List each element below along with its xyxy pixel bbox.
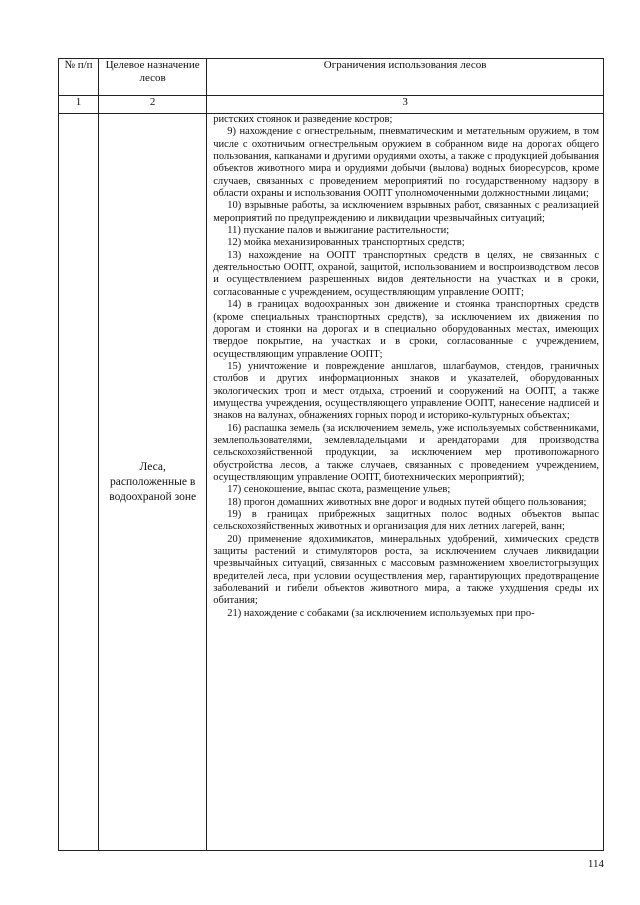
restriction-item: 10) взрывные работы, за исключением взрывных работ, связанных с реализацией мероприятий по предупреждению и ликвидации чрезвычайных ситуаций; [213,200,599,224]
column-number-2: 2 [99,96,207,114]
restriction-item: 9) нахождение с огнестрельным, пневматическим и метательным оружием, в том числе с охотничьим огнестрельным оружием в собранном виде на дорогах общего пользования, капканами и другими орудиями охоты, а также с продукцией добывания объектов животного мира и орудиями добычи (вылова) водных биоресурсов, кроме случаев, связанных с проведением мероприятий по государственному надзору в области охраны и использования ООПТ уполномоченными должностными лицами; [213,126,599,200]
restriction-item: 15) уничтожение и повреждение аншлагов, шлагбаумов, стендов, граничных столбов и других информационных знаков и указателей, оборудованных экологических троп и мест отдыха, строений и сооружений на ООПТ, а также имущества учреждения, осуществляющего управление ООПТ, нанесение надписей и знаков на валунах, обнажениях горных пород и историко-культурных объектах; [213,360,599,422]
restriction-item: 16) распашка земель (за исключением земель, уже используемых собственниками, землепользователями, землевладельцами и арендаторами для производства сельскохозяйственной продукции, за исключением мер противопожарного обустройства лесов, а также случаев, связанных с проведением учреждением, осуществляющим управление ООПТ, биотехнических мероприятий); [213,422,599,483]
restriction-item: 17) сенокошение, выпас скота, размещение ульев; [227,484,451,496]
row-number-cell [59,114,99,851]
restriction-item: 21) нахождение с собаками (за исключением используемых при про- [227,607,535,619]
restriction-item: 13) нахождение на ООПТ транспортных средств в целях, не связанных с деятельностью ООПТ, охраной, защитой, использованием и воспроизводством лесов и осуществлением разрешенных видов деятельности на участках и в сроки, согласованные с учреждением, осуществляющим управление ООПТ; [213,249,599,298]
table-row [59,114,604,851]
header-purpose: Целевое назначение лесов [99,59,207,96]
restriction-item: 19) в границах прибрежных защитных полос водных объектов выпас сельскохозяйственных животных и организация для них летних лагерей, ванн; [213,509,599,533]
restrictions-table [58,58,604,851]
page-number: 114 [587,858,604,870]
header-restrictions: Ограничения использования лесов [207,59,604,96]
column-number-row [59,96,604,114]
restriction-item: 14) в границах водоохранных зон движение и стоянка транспортных средств (кроме специальных транспортных средств), за исключением их движения по дорогам и стоянки на дорогах и в специально оборудованных местах, имеющих твердое покрытие, на участках и в сроки, согласованные с учреждением, осуществляющим управление ООПТ; [213,299,599,360]
restriction-item: 18) прогон домашних животных вне дорог и водных путей общего пользования; [227,496,587,508]
restriction-item: 20) применение ядохимикатов, минеральных удобрений, химических средств защиты растений и стимуляторов роста, за исключением случаев ликвидации чрезвычайных ситуаций, связанных с массовым размножением хвоелистогрызущих вредителей леса, при условии осуществления мер, гарантирующих предотвращение заболеваний и гибели объектов животного мира, а также ухудшения среды их обитания; [213,533,599,607]
header-number: № п/п [59,59,99,96]
forest-purpose-cell: Леса, расположенные в водоохраной зоне [99,114,207,851]
table-header-row [59,59,604,96]
column-number-1: 1 [59,96,99,114]
column-number-3: 3 [207,96,604,114]
restriction-item: 12) мойка механизированных транспортных средств; [227,237,465,249]
restrictions-cell [207,114,604,851]
restriction-item: 11) пускание палов и выжигание растительности; [227,225,450,237]
restriction-item: ристских стоянок и разведение костров; [213,114,393,125]
